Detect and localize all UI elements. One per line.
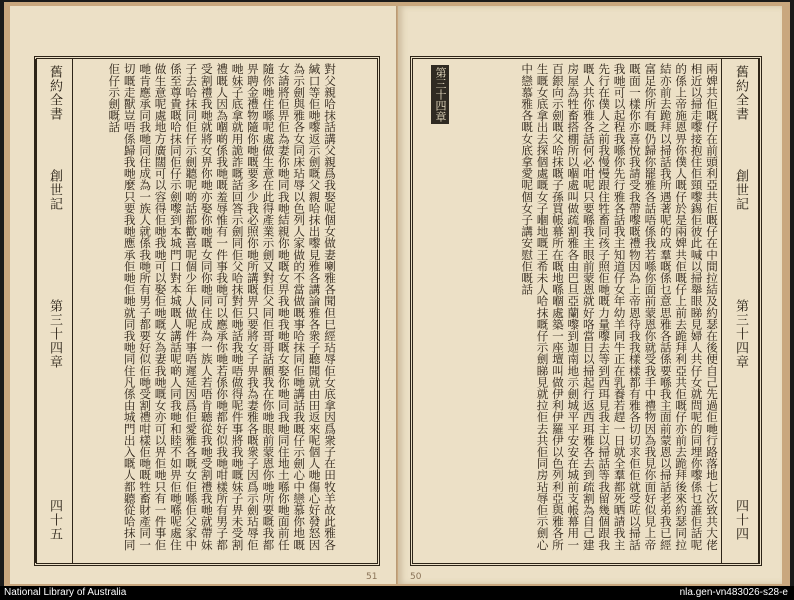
book-spread [4,2,790,586]
library-name: National Library of Australia [4,587,127,598]
book-title: 舊約全書 [733,65,748,121]
chapter-label: 第三十四章 [47,299,62,369]
chapter-label: 第三十四章 [733,299,748,369]
image-identifier: nla.gen-vn483026-s28-e [679,587,788,598]
right-page [398,6,782,584]
left-page [10,6,397,584]
right-page-body: 兩婢共佢嘅仔在前頭利亞共佢嘅仔在中間拉結及約瑟在後便自己先過佢哋行路落地七次致共大佬相近以掃走嚟接抱住佢頸嚟錫佢彼此喊以掃舉眼睇見婦人共仔女就問呢的同埋你嚟係乜誰佢話呢的係上帝施恩畀你僕人嘅仔於是兩婢共佢嘅仔上前去跪拜利亞共佢嘅仔亦前去跪拜後來約瑟同拉結亦前去跪拜以掃話我所遇著呢的成羣嘅係乜意思雅各話係要喺我主面前蒙恩以掃話老弟我已經富足你所有嘅仍歸你罷雅各話唔係我若喺你面前蒙恩你就受我手中禮物因為我見你面好似見上帝嘅面一樣你亦喜悅我請受我帶嚟嘅禮物因為上帝恩待我我樣樣都有雅各切切求佢佢就受咗以掃話我哋可以起程我喺你先行雅各話我主知道仔女年幼羊同牛正在乳養若趕一日就全羣都死晒請我主先行在僕人之前我慢慢跟住牲畜同孩子照佢哋嘅力量嚟去等到西珥見我主以掃話等我留幾個跟我嘅人共你雅各話何必咁呢只要喺我主眼前蒙恩就好咯當日以掃起行返西珥雅各去到疏割為自己建房屋為牲畜搭棚所以嗰處叫做疏割雅各由巴旦亞蘭嚟到迦南地示劍城平平安安在城前支帳幕用一百銀向示劍嘅父哈抹嘅子孫買帳幕所在嘅地喺嗰處築一座壇叫做伊利伊羅伊以色列利亞與雅各所生嘅女底拿出去探個處嘅女子嗰地嘅王希未人哈抹嘅仔示劍睇見就拉佢去共佢同房玷辱佢示劍心中戀慕雅各嘅女底拿愛呢個女子講安慰佢嘅話 [520,63,719,551]
book-title: 舊約全書 [47,65,62,121]
footer-bar [0,586,794,600]
chapter-heading-box-wrap [431,65,449,128]
right-page-frame [410,56,762,566]
folio-number: 四十四 [733,499,748,541]
section-title: 創世記 [47,169,62,211]
folio-number: 四十五 [47,499,62,541]
left-page-frame [34,56,380,566]
chapter-heading-box: 第三十四章 [431,65,449,124]
left-page-body-text: 對父親哈抹話講父親爲我娶呢個女做妻喇雅各聞但巳經玷辱佢女底拿因爲衆子在田牧羊故此雅各緘口等佢哋嚟返示劍嘅父親哈抹出嚟見雅各講論雅各衆子聽聞就由田返來呢個人哋傷心好發怒因為示劍與雅各女同床玷辱以色列人家做的不當做嘅事哈抹同佢哋講話我嘅仔示劍心中戀慕你地嘅女請將佢畀佢為妻你哋同我哋結親你哋嘅女畀我哋我哋嘅女娶你哋同我哋同住地土喺你哋面前任隨你哋住喺呢處做生意在此得產業示劍又對佢父同佢哥哥話願我在你哋眼前蒙恩你哋所要嘅我都畀聘金禮物隨你哋嘅要多少我必照你哋所講嘅畀只要將女子畀我為妻雅各嘅衆子因爲示劍玷辱佢哋妹子底拿就用詭詐嘅話回答示劍同佢父哈抹對佢哋話我哋唔做得呢件事將我哋嘅妹子畀未受割禮嘅人因為嗰啲係我哋嘅羞辱惟有一件事我哋可以應承你哋若係你哋都好似我哋咁樣所有男子都受割禮我哋就將女畀你哋亦娶你哋嘅女同你哋同住成為一族人若唔肯聽從我哋受割禮我哋就帶妹子去哈抹同佢仔示劍聽呢啲話都歡喜呢個少年人做呢件事唔遲延因爲佢愛雅各嘅女佢喺佢父家中係至尊貴嘅哈抹同佢仔示劍嚟到本城門口對本城嘅人講話呢啲人同我哋和睦不如畀佢哋喺呢處住做生意呢處地方廣闊可以容得佢哋我哋可以娶佢哋嘅女為妻我哋嘅女亦可以畀佢哋只有一件事佢哋肯應承同我哋同住成為一族人就係我哋所有男子都要好似佢哋受割禮咁樣佢哋嘅牲畜財產同一切嘅走獸豈唔係歸我哋麼只要我哋應承佢哋佢哋就同我哋同住凡係由城門出入嘅人都聽從哈抹同佢仔示劍嘅話 [107,63,337,551]
page-mark: 51 [366,572,378,582]
right-page-body-text [417,63,719,559]
right-page-banner [721,59,759,563]
page-mark: 50 [410,572,422,582]
section-title: 創世記 [733,169,748,211]
